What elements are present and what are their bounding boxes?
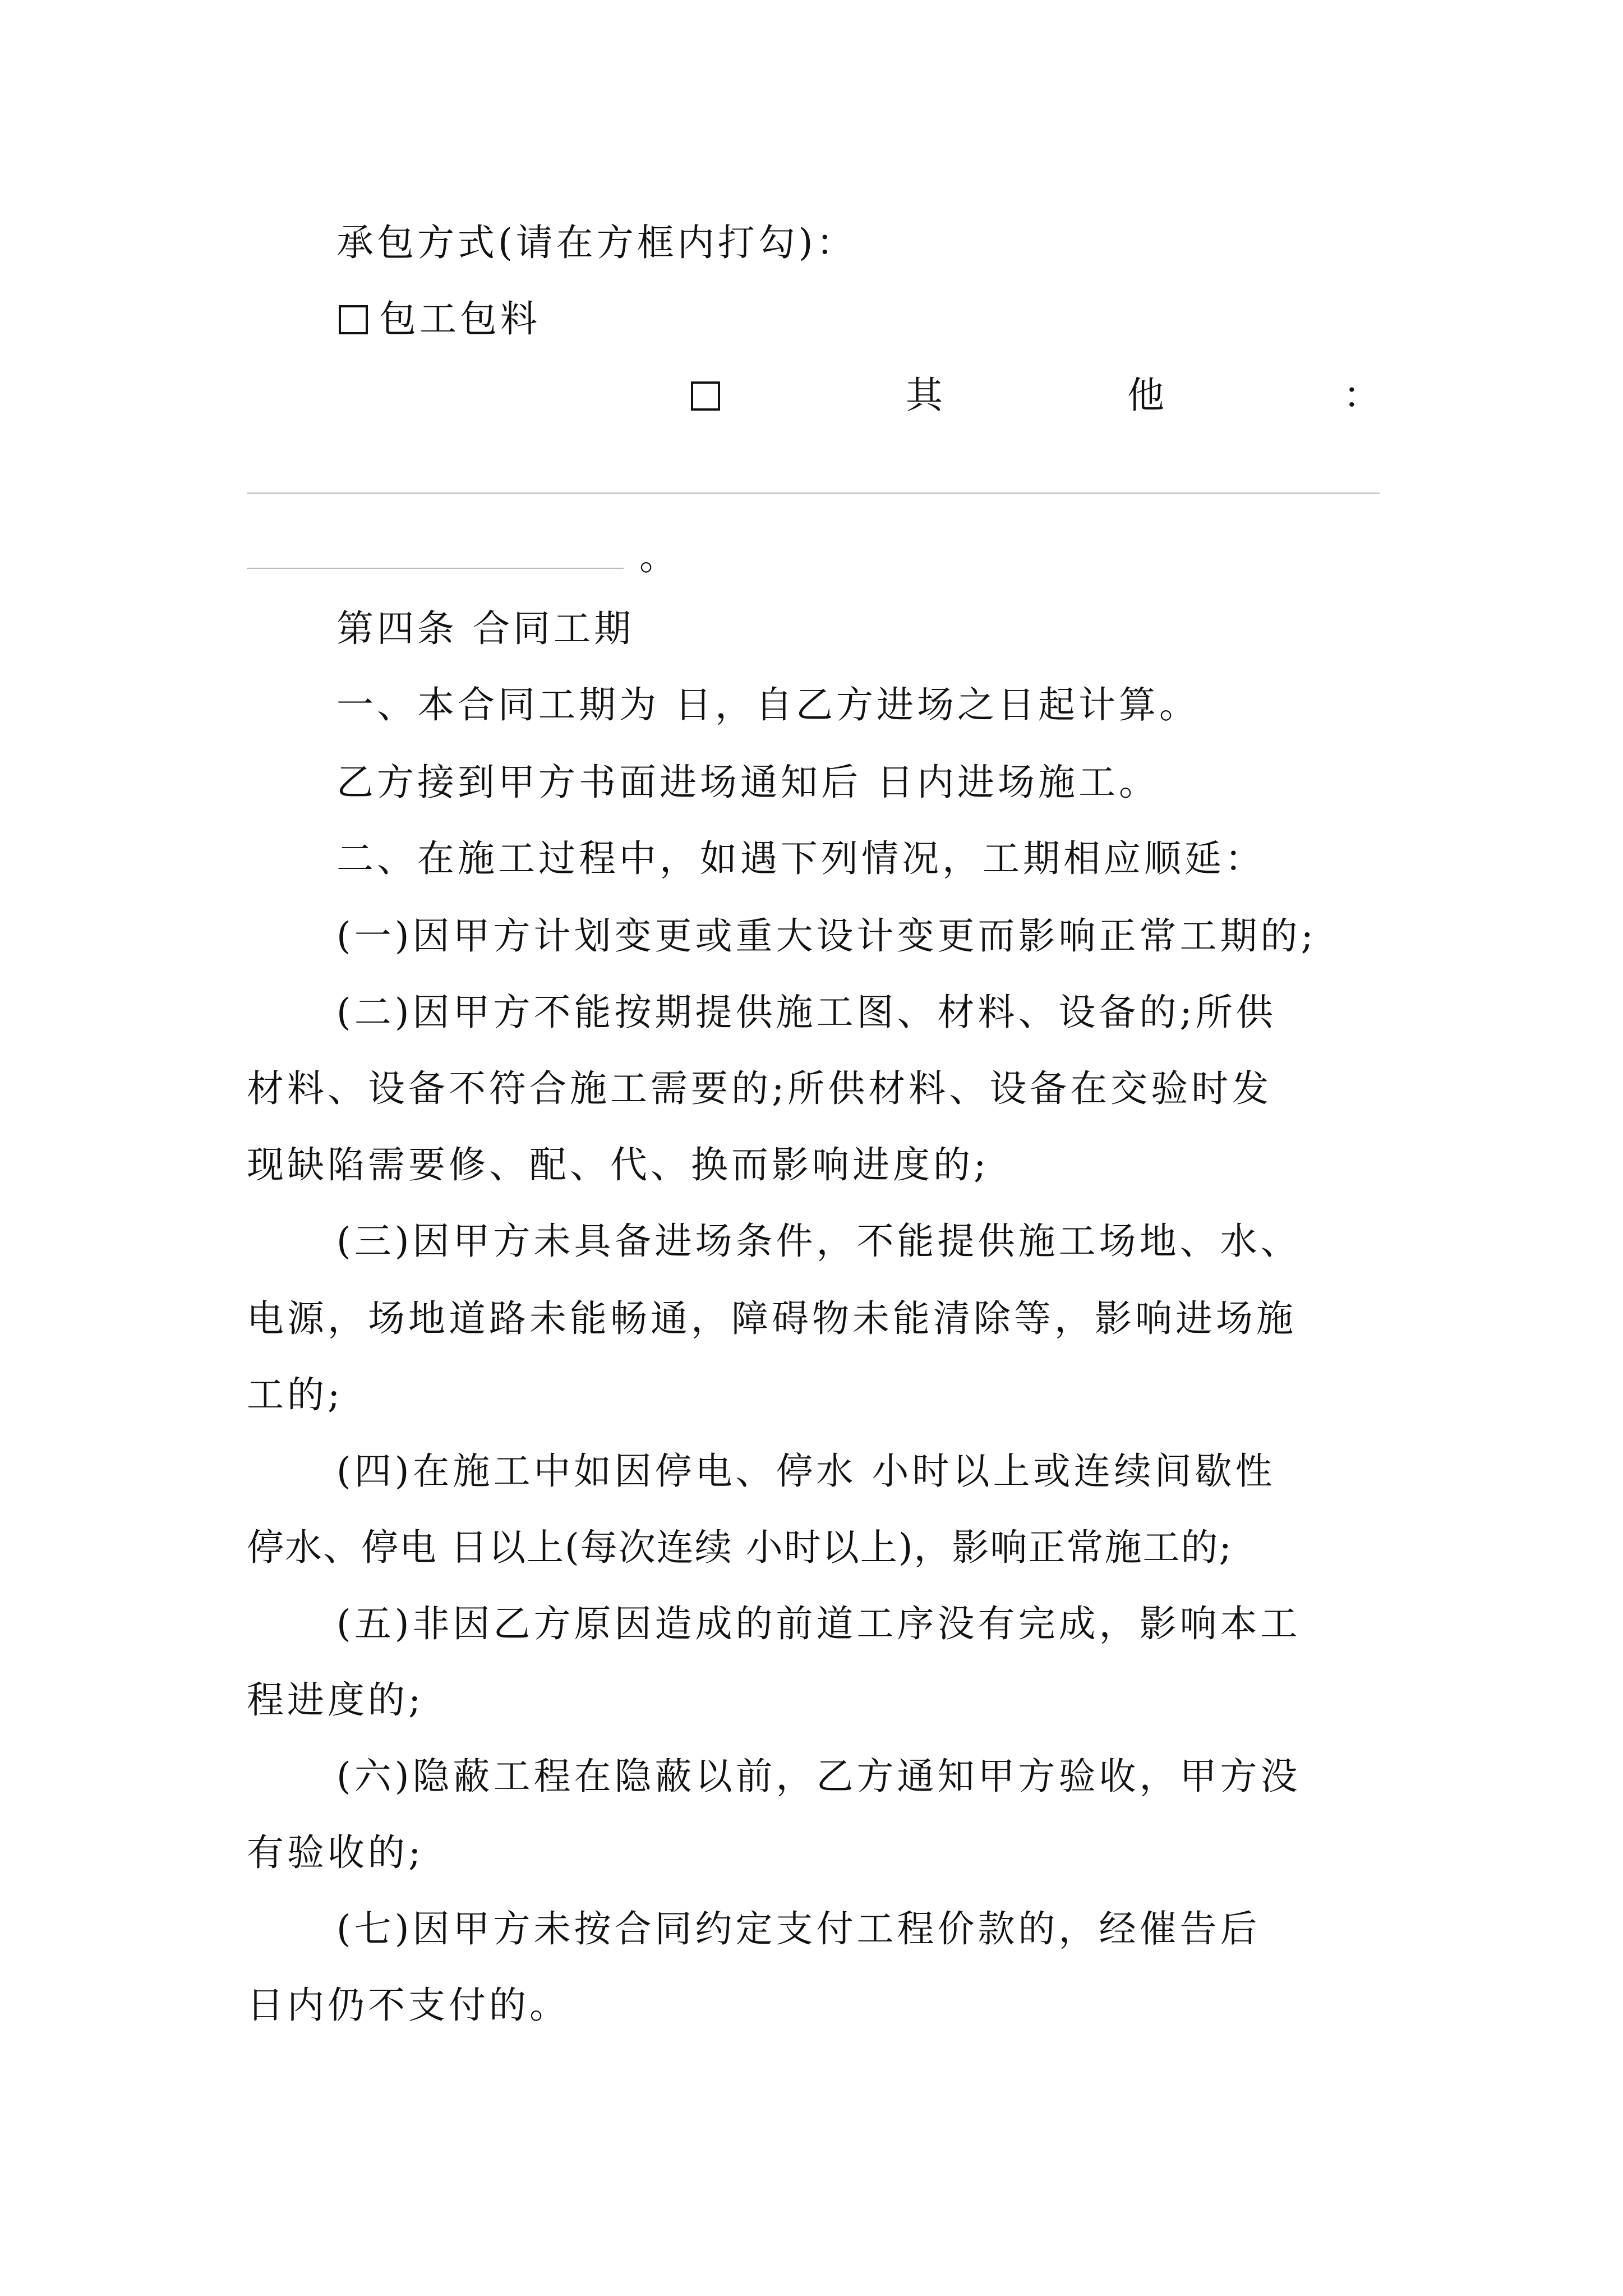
option-other-char1: 其 [906, 374, 943, 417]
option-labor-materials: 包工包料 [379, 297, 541, 341]
clause2-intro: 二、在施工过程中，如遇下列情况，工期相应顺延： [336, 837, 1265, 880]
item1: (一)因甲方计划变更或重大设计变更而影响正常工期的; [336, 914, 1317, 958]
item7-line1: (七)因甲方未按合同约定支付工程价款的，经催告后 [336, 1907, 1261, 1950]
item6-line2: 有验收的; [247, 1831, 425, 1874]
item5-line1: (五)非因乙方原因造成的前道工序没有完成，影响本工 [336, 1602, 1301, 1645]
clause1-line1: 一、本合同工期为 日，自乙方进场之日起计算。 [336, 683, 1200, 726]
article4-title: 第四条 合同工期 [336, 607, 634, 650]
other-blank-line-1[interactable] [247, 493, 1380, 494]
option-other-char2: 他 [1127, 374, 1164, 417]
item4-line2: 停水、停电 日以上(每次连续 小时以上)，影响正常施工的; [247, 1526, 1233, 1569]
option-other-colon: ： [1343, 374, 1380, 417]
item3-line3: 工的; [247, 1373, 344, 1416]
item2-line1: (二)因甲方不能按期提供施工图、材料、设备的;所供 [336, 991, 1276, 1034]
item4-line1: (四)在施工中如因停电、停水 小时以上或连续间歇性 [336, 1450, 1276, 1493]
blank-end-mark: 。 [639, 535, 680, 578]
checkbox-other[interactable] [691, 381, 720, 411]
contract-method-label: 承包方式(请在方框内打勾)： [336, 221, 857, 264]
clause1-line2: 乙方接到甲方书面进场通知后 日内进场施工。 [336, 761, 1159, 804]
item5-line2: 程进度的; [247, 1678, 425, 1722]
item2-line3: 现缺陷需要修、配、代、换而影响进度的; [247, 1143, 990, 1186]
item2-line2: 材料、设备不符合施工需要的;所供材料、设备在交验时发 [247, 1067, 1272, 1110]
item3-line2: 电源，场地道路未能畅通，障碍物未能清除等，影响进场施 [247, 1297, 1297, 1340]
checkbox-labor-materials[interactable] [339, 305, 368, 334]
item3-line1: (三)因甲方未具备进场条件，不能提供施工场地、水、 [336, 1220, 1301, 1263]
item7-line2: 日内仍不支付的。 [247, 1984, 570, 2027]
item6-line1: (六)隐蔽工程在隐蔽以前，乙方通知甲方验收，甲方没 [336, 1755, 1301, 1798]
other-blank-line-2[interactable] [247, 568, 624, 569]
